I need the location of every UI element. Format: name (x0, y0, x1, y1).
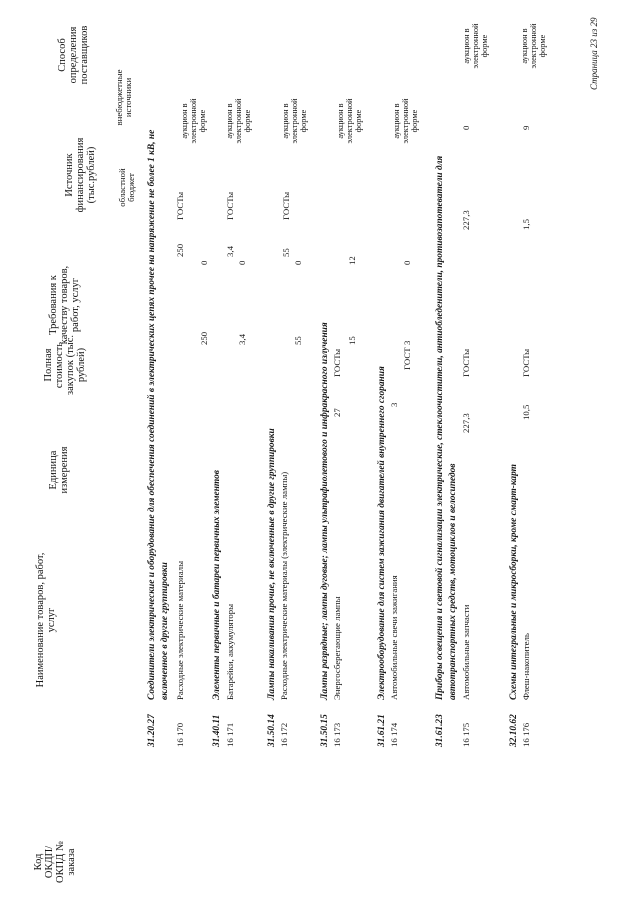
group-code: 31.40.11 (212, 714, 222, 747)
row-total: 227,3 (461, 413, 471, 433)
row-budget: 55 (293, 336, 303, 345)
header-total: Полная стоимость закупок (тыс. рублей) (43, 334, 88, 396)
header-budget: областной бюджет (117, 168, 137, 207)
header-extra: внебюджетные источники (114, 69, 134, 126)
row-extra: 0 (402, 260, 412, 265)
row-number: 16 174 (389, 722, 399, 747)
group-code: 31.20.27 (147, 714, 157, 747)
row-requirements: ГОСТы (175, 191, 185, 220)
row-requirements: ГОСТ (402, 347, 412, 370)
row-total: 27 (332, 408, 342, 417)
header-method: Способ определения поставщиков (57, 25, 91, 85)
row-method: аукцион в электронной форме (520, 23, 548, 69)
row-name: Автомобильные запчасти (461, 604, 471, 700)
row-number: 16 171 (225, 722, 235, 747)
header-requirements: Требования к качеству товаров, работ, услуг (48, 265, 82, 345)
group-title: Приборы освещения и световой сигнализации электрические, стеклоочистители, антиобледенители, противозапотеватели для (435, 155, 445, 700)
row-method: аукцион в электронной форме (180, 98, 208, 144)
row-requirements: ГОСТы (281, 191, 291, 220)
header-name: Наименование товаров, работ, услуг (35, 552, 58, 688)
row-requirements: ГОСТы (332, 348, 342, 377)
page-number: Страница 23 из 29 (589, 17, 599, 90)
row-number: 16 173 (332, 722, 342, 747)
group-title: Лампы накаливания прочие, не включенные в другие группировки (267, 428, 277, 700)
group-title: Схемы интегральные и микросборки, кроме смарт-карт (509, 464, 519, 700)
row-extra: 0 (199, 260, 209, 265)
header-code: Код ОКДП/ ОКПД № заказа (33, 841, 78, 883)
row-number: 16 172 (279, 722, 289, 747)
group-title-cont: автотранспортных средств, мотоциклов и велосипедов (448, 463, 458, 700)
row-method: аукцион в электронной форме (336, 98, 364, 144)
row-number: 16 176 (521, 722, 531, 747)
row-extra: 0 (461, 125, 471, 130)
row-budget: 15 (347, 336, 357, 345)
row-total: 250 (175, 243, 185, 257)
row-budget: 250 (199, 331, 209, 345)
row-number: 16 175 (461, 722, 471, 747)
header-financing: Источник финансирования (тыс.рублей) (64, 137, 98, 213)
row-total: 55 (281, 248, 291, 257)
group-title-cont: включенное в другие группировки (160, 562, 170, 700)
row-method: аукцион в электронной форме (392, 98, 420, 144)
row-method: аукцион в электронной форме (281, 98, 309, 144)
group-title: Лампы разрядные; лампы дуговые; лампы ультрафиолетового и инфракрасного излучения (320, 322, 330, 700)
group-title: Электрооборудование для систем зажигания двигателей внутреннего сгорания (377, 366, 387, 700)
row-extra: 0 (293, 260, 303, 265)
row-extra: 9 (521, 125, 531, 130)
row-extra: 0 (237, 260, 247, 265)
row-name: Расходные электрические материалы (175, 561, 185, 700)
row-requirements: ГОСТы (521, 348, 531, 377)
row-budget: 1,5 (521, 219, 531, 230)
row-name: Флеш-накопитель (521, 633, 531, 700)
row-requirements: ГОСТы (461, 348, 471, 377)
row-requirements: ГОСТы (225, 191, 235, 220)
group-code: 31.50.14 (267, 714, 277, 747)
row-number: 16 170 (175, 722, 185, 747)
row-name: Расходные электрические материалы (электрические лампы) (279, 471, 289, 700)
row-budget: 3 (402, 340, 412, 345)
group-code: 31.50.15 (320, 714, 330, 747)
group-title: Соединители электрические и оборудование для обеспечения соединений в электрических цепях прочее на напряжение не более 1 кВ, не (147, 129, 157, 700)
row-name: Энергосберегающие лампы (332, 596, 342, 700)
row-total: 3,4 (225, 246, 235, 257)
row-total: 10,5 (521, 404, 531, 420)
row-name: Автомобильные свечи зажигания (389, 575, 399, 700)
row-method: аукцион в электронной форме (225, 98, 253, 144)
header-unit: Единица измерения (48, 446, 71, 494)
row-extra: 12 (347, 256, 357, 265)
row-method: аукцион в электронной форме (462, 23, 490, 69)
row-budget: 227,3 (461, 210, 471, 230)
group-title: Элементы первичные и батареи первичных элементов (212, 470, 222, 700)
row-budget: 3,4 (237, 334, 247, 345)
group-code: 32.10.62 (509, 714, 519, 747)
row-total: 3 (389, 402, 399, 407)
group-code: 31.61.21 (377, 714, 387, 747)
row-name: Батарейки, аккумуляторы (225, 603, 235, 700)
group-code: 31.61.23 (435, 714, 445, 747)
